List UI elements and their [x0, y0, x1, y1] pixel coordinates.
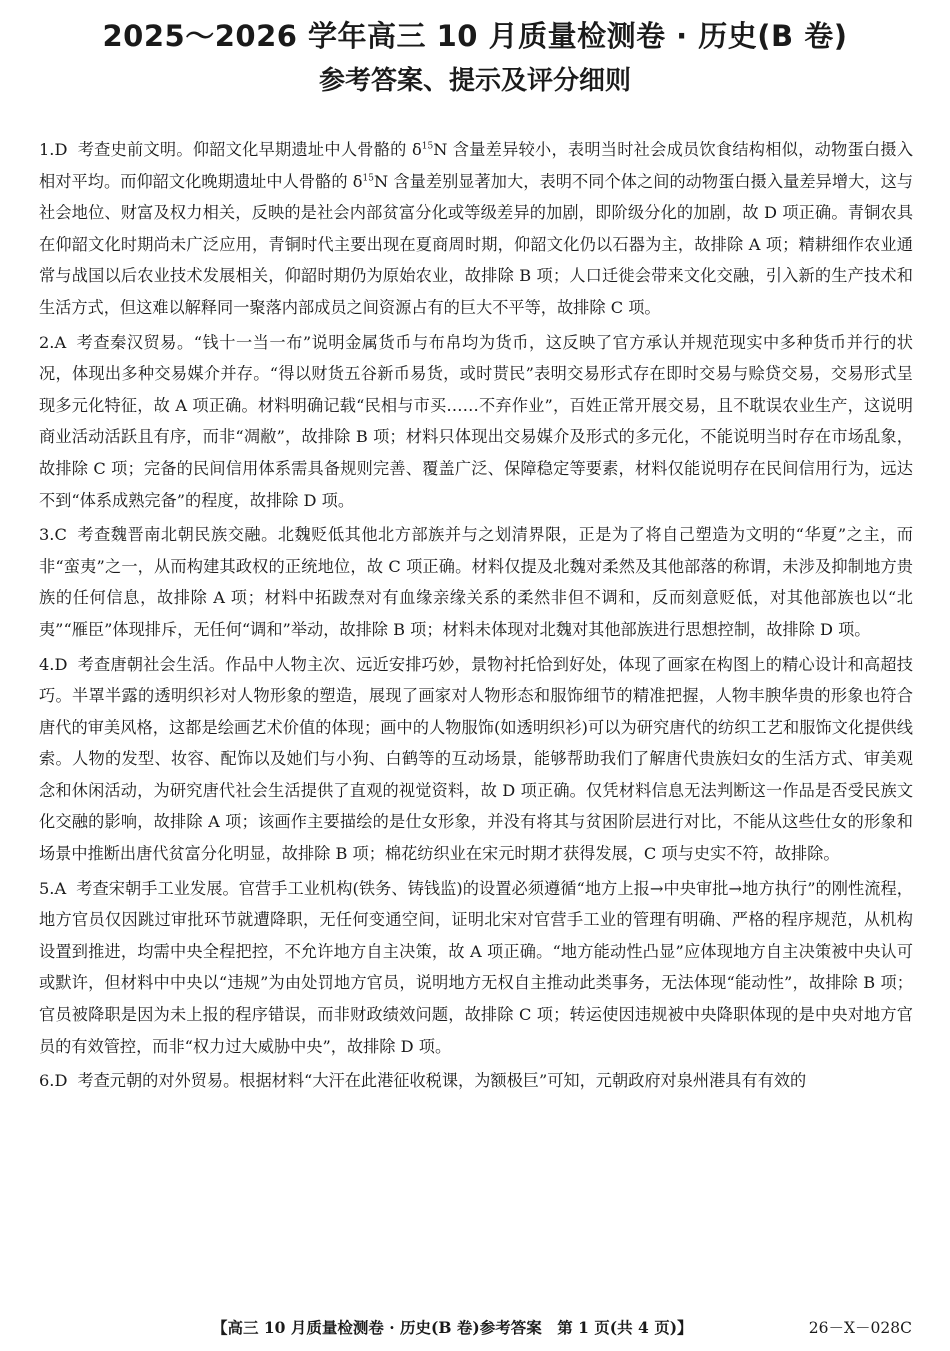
document-title: 2025～2026 学年高三 10 月质量检测卷 · 历史(B 卷) — [102, 19, 848, 53]
answer-list — [39, 134, 913, 1100]
answer-item-1 — [39, 134, 913, 324]
superscript: 15 — [421, 141, 434, 152]
footer-code: 26－X－028C — [808, 1319, 912, 1337]
answer-text-part: N 含量差别显著加大，表明不同个体之间的动物蛋白摄入量差异增大，这与社会地位、财富及权力相关，反映的是社会内部贫富分化或等级差异的加剧，即阶级分化的加剧，故 D 项正确。青铜农具在仰韶文化时期尚未广泛应用，青铜时代主要出现在夏商周时期，仰韶文化仍以石器为主，故排除 A 项；精耕细作农业通常与战国以后农业技术发展相关，仰韶时期仍为原始农业，故排除 B 项；人口迁徙会带来文化交融，引入新的生产技术和生活方式，但这难以解释同一聚落内部成员之间资源占有的巨大不平等，故排除 C 项。 — [39, 171, 914, 317]
answer-text-part: N 含量差异较小，表明当时社会成员饮食结构相似，动物蛋白摄入相对平均。而仰韶文化晚期遗址中人骨骼的 δ — [39, 140, 914, 191]
answer-text: 考查宋朝手工业发展。官营手工业机构(铁务、铸钱监)的设置必须遵循“地方上报→中央审批→地方执行”的刚性流程，地方官员仅因跳过审批环节就遭降职，无任何变通空间，证明北宋对官营手工业的管理有明确、严格的程序规范，从机构设置到推进，均需中央全程把控，不允许地方自主决策，故 A 项正确。“地方能动性凸显”应体现地方自主决策被中央认可或默许，但材料中中央以“违规”为由处罚地方官员，说明地方无权自主推动此类事务，无法体现“能动性”，故排除 B 项；官员被降职是因为未上报的程序错误，而非财政绩效问题，故排除 C 项；转运使因违规被中央降职体现的是中央对地方官员的有效管控，而非“权力过大威胁中央”，故排除 D 项。 — [39, 878, 913, 1056]
superscript: 15 — [362, 173, 374, 184]
answer-item-3 — [39, 519, 913, 645]
answer-number: 2.A — [39, 332, 67, 352]
answer-number: 3.C — [39, 525, 67, 545]
answer-text: 考查魏晋南北朝民族交融。北魏贬低其他北方部族并与之划清界限，正是为了将自己塑造为文明的“华夏”之主，而非“蛮夷”之一，从而构建其政权的正统地位，故 C 项正确。材料仅提及北魏对柔然及其他部落的称谓，未涉及抑制地方贵族的任何信息，故排除 A 项；材料中拓跋焘对有血缘亲缘关系的柔然非但不调和，反而刻意贬低，对其他部族也以“北夷”“雁臣”体现排斥，无任何“调和”举动，故排除 B 项；材料未体现对北魏对其他部族进行思想控制，故排除 D 项。 — [39, 525, 913, 639]
answer-item-5 — [39, 873, 913, 1063]
answer-item-6 — [39, 1065, 913, 1097]
page-footer — [0, 1316, 950, 1340]
answer-text: 考查唐朝社会生活。作品中人物主次、远近安排巧妙，景物衬托恰到好处，体现了画家在构图上的精心设计和高超技巧。半罩半露的透明织衫对人物形象的塑造，展现了画家对人物形态和服饰细节的精准把握，人物丰腴华贵的形象也符合唐代的审美风格，这都是绘画艺术价值的体现；画中的人物服饰(如透明织衫)可以为研究唐代的纺织工艺和服饰文化提供线索。人物的发型、妆容、配饰以及她们与小狗、白鹤等的互动场景，能够帮助我们了解唐代贵族妇女的生活方式、审美观念和休闲活动，为研究唐代社会生活提供了直观的视觉资料，故 D 项正确。仅凭材料信息无法判断这一作品是否受民族文化交融的影响，故排除 A 项；该画作主要描绘的是仕女形象，并没有将其与贫困阶层进行对比，不能从这些仕女的形象和场景中推断出唐代贫富分化明显，故排除 B 项；棉花纺织业在宋元时期才获得发展，C 项与史实不符，故排除。 — [39, 654, 913, 864]
answer-item-4 — [39, 649, 913, 870]
answer-text: 考查元朝的对外贸易。根据材料“大汗在此港征收税课，为额极巨”可知，元朝政府对泉州港具有有效的 — [77, 1071, 807, 1091]
document-subtitle: 参考答案、提示及评分细则 — [318, 66, 631, 96]
answer-number: 4.D — [39, 654, 68, 674]
answer-number: 6.D — [39, 1071, 68, 1091]
answer-item-2 — [39, 327, 913, 517]
answer-text-part: 考查史前文明。仰韶文化早期遗址中人骨骼的 δ — [77, 140, 422, 159]
footer-page-info: 【高三 10 月质量检测卷 · 历史(B 卷)参考答案 第 1 页(共 4 页)】 — [212, 1318, 693, 1337]
answer-number: 5.A — [39, 878, 67, 898]
answer-number: 1.D — [39, 140, 68, 159]
answer-text: 考查秦汉贸易。“钱十一当一布”说明金属货币与布帛均为货币，这反映了官方承认并规范现实中多种货币并行的状况，体现出多种交易媒介并存。“得以财货五谷新币易货，或时贳民”表明交易形式存在即时交易与赊贷交易，交易形式呈现多元化特征，故 A 项正确。材料明确记载“民相与市买……不弃作业”，百姓正常开展交易，且不耽误农业生产，这说明商业活动活跃且有序，而非“凋敝”，故排除 B 项；材料只体现出交易媒介及形式的多元化，不能说明当时存在市场乱象，故排除 C 项；完备的民间信用体系需具备规则完善、覆盖广泛、保障稳定等要素，材料仅能说明存在民间信用行为，远达不到“体系成熟完备”的程度，故排除 D 项。 — [39, 332, 913, 510]
